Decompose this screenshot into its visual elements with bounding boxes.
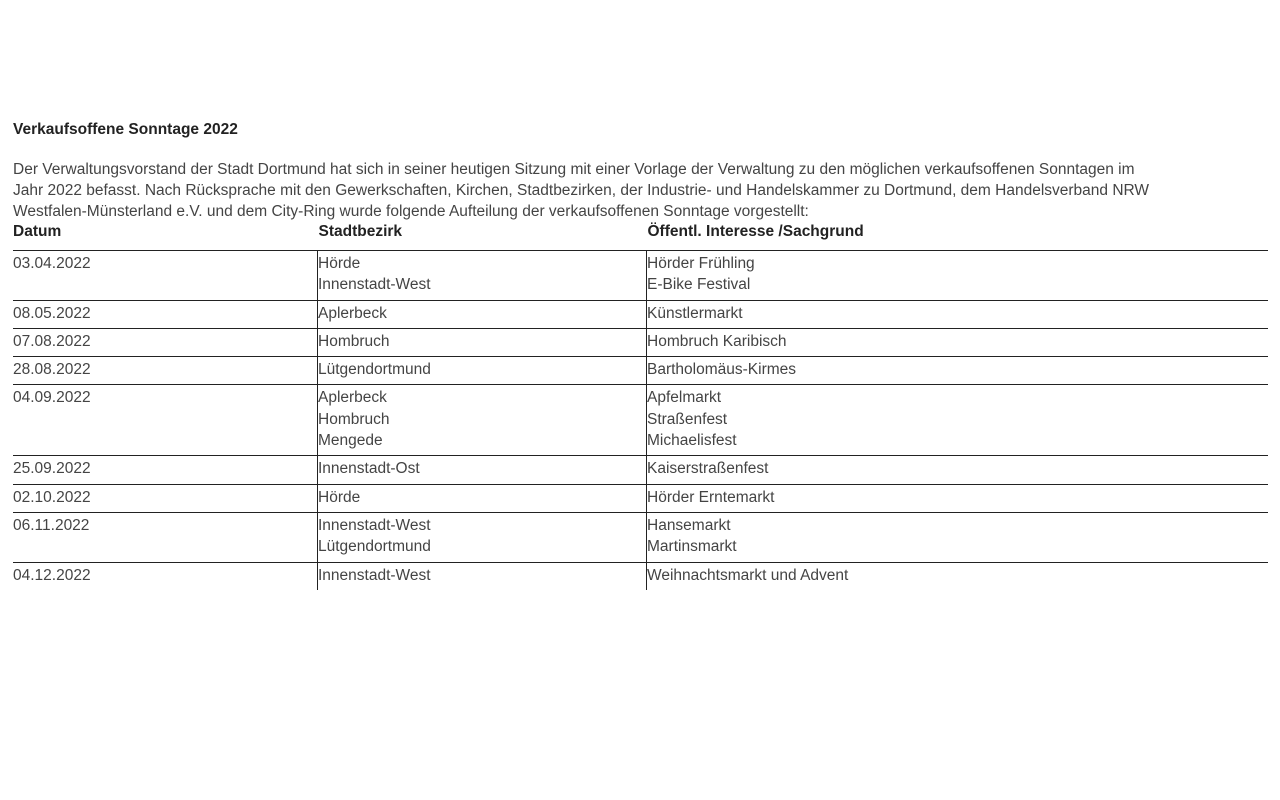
stadtbezirk-name: Innenstadt-West — [318, 516, 431, 534]
stadtbezirk-name: Hörde — [318, 488, 361, 506]
cell-sachgrund — [647, 456, 1269, 484]
table-row — [13, 456, 1268, 484]
table-body — [13, 251, 1268, 590]
cell-datum: 02.10.2022 — [13, 484, 318, 512]
table-row — [13, 562, 1268, 590]
header-stadtbezirk: Stadtbezirk — [318, 222, 647, 251]
sachgrund-name: Hörder Erntemarkt — [647, 488, 775, 506]
table-row — [13, 251, 1268, 301]
cell-sachgrund — [647, 385, 1269, 456]
cell-stadtbezirk — [318, 456, 647, 484]
sachgrund-name: Hansemarkt — [647, 516, 731, 534]
sachgrund-name: Hörder Frühling — [647, 255, 755, 272]
stadtbezirk-name: Lütgendortmund — [318, 538, 431, 556]
sachgrund-name: Weihnachtsmarkt und Advent — [647, 566, 849, 584]
stadtbezirk-name: Aplerbeck — [318, 389, 387, 407]
stadtbezirk-name: Aplerbeck — [318, 304, 387, 322]
intro-line: Der Verwaltungsvorstand der Stadt Dortmund hat sich in seiner heutigen Sitzung mit einer Vorlage der Verwaltung zu den möglichen verkaufsoffenen Sonntagen im — [13, 161, 1135, 178]
table-row — [13, 300, 1268, 328]
cell-datum: 03.04.2022 — [13, 251, 318, 301]
table-row — [13, 357, 1268, 385]
table-row — [13, 328, 1268, 356]
cell-datum: 04.09.2022 — [13, 385, 318, 456]
cell-datum: 28.08.2022 — [13, 357, 318, 385]
sachgrund-name: Kaiserstraßenfest — [647, 460, 769, 478]
stadtbezirk-name: Hombruch — [318, 332, 390, 350]
stadtbezirk-name: Hombruch — [318, 410, 390, 428]
stadtbezirk-name: Innenstadt-Ost — [318, 460, 420, 478]
cell-sachgrund — [647, 562, 1269, 590]
stadtbezirk-name: Lütgendortmund — [318, 361, 431, 379]
cell-datum: 06.11.2022 — [13, 512, 318, 562]
cell-sachgrund — [647, 328, 1269, 356]
cell-datum: 04.12.2022 — [13, 566, 91, 584]
sachgrund-name: Bartholomäus-Kirmes — [647, 361, 797, 379]
cell-stadtbezirk — [318, 251, 647, 301]
intro-paragraph — [13, 159, 1269, 222]
cell-stadtbezirk — [318, 512, 647, 562]
cell-sachgrund — [647, 300, 1269, 328]
cell-sachgrund — [647, 251, 1269, 301]
header-sachgrund: Öffentl. Interesse /Sachgrund — [647, 222, 1269, 251]
sachgrund-name: E-Bike Festival — [647, 276, 751, 294]
sachgrund-name: Künstlermarkt — [647, 304, 743, 322]
article-title: Verkaufsoffene Sonntage 2022 — [13, 121, 238, 138]
article-content — [13, 118, 1269, 590]
table-row — [13, 484, 1268, 512]
cell-stadtbezirk — [318, 385, 647, 456]
table-header-row — [13, 222, 1268, 251]
stadtbezirk-name: Mengede — [318, 432, 383, 450]
stadtbezirk-name: Innenstadt-West — [318, 566, 431, 584]
header-datum: Datum — [13, 222, 318, 251]
cell-stadtbezirk — [318, 357, 647, 385]
sachgrund-name: Martinsmarkt — [647, 538, 737, 556]
cell-datum: 07.08.2022 — [13, 328, 318, 356]
cell-stadtbezirk — [318, 300, 647, 328]
intro-line: Westfalen-Münsterland e.V. und dem City-Ring wurde folgende Aufteilung der verkaufsoffenen Sonntage vorgestellt: — [13, 203, 809, 220]
sunday-schedule-table — [13, 222, 1268, 590]
table-row — [13, 385, 1268, 456]
cell-stadtbezirk — [318, 328, 647, 356]
stadtbezirk-name: Innenstadt-West — [318, 276, 431, 294]
cell-stadtbezirk — [318, 484, 647, 512]
sachgrund-name: Michaelisfest — [647, 432, 737, 450]
cell-stadtbezirk — [318, 562, 647, 590]
sachgrund-name: Apfelmarkt — [647, 389, 722, 407]
cell-sachgrund — [647, 512, 1269, 562]
cell-sachgrund — [647, 357, 1269, 385]
cell-datum: 25.09.2022 — [13, 456, 318, 484]
intro-line: Jahr 2022 befasst. Nach Rücksprache mit den Gewerkschaften, Kirchen, Stadtbezirken, der Industrie- und Handelskammer zu Dortmund, dem Handelsverband NRW — [13, 182, 1150, 199]
cell-datum: 08.05.2022 — [13, 300, 318, 328]
cell-sachgrund — [647, 484, 1269, 512]
stadtbezirk-name: Hörde — [318, 255, 361, 272]
sachgrund-name: Straßenfest — [647, 410, 728, 428]
sachgrund-name: Hombruch Karibisch — [647, 332, 787, 350]
table-row — [13, 512, 1268, 562]
